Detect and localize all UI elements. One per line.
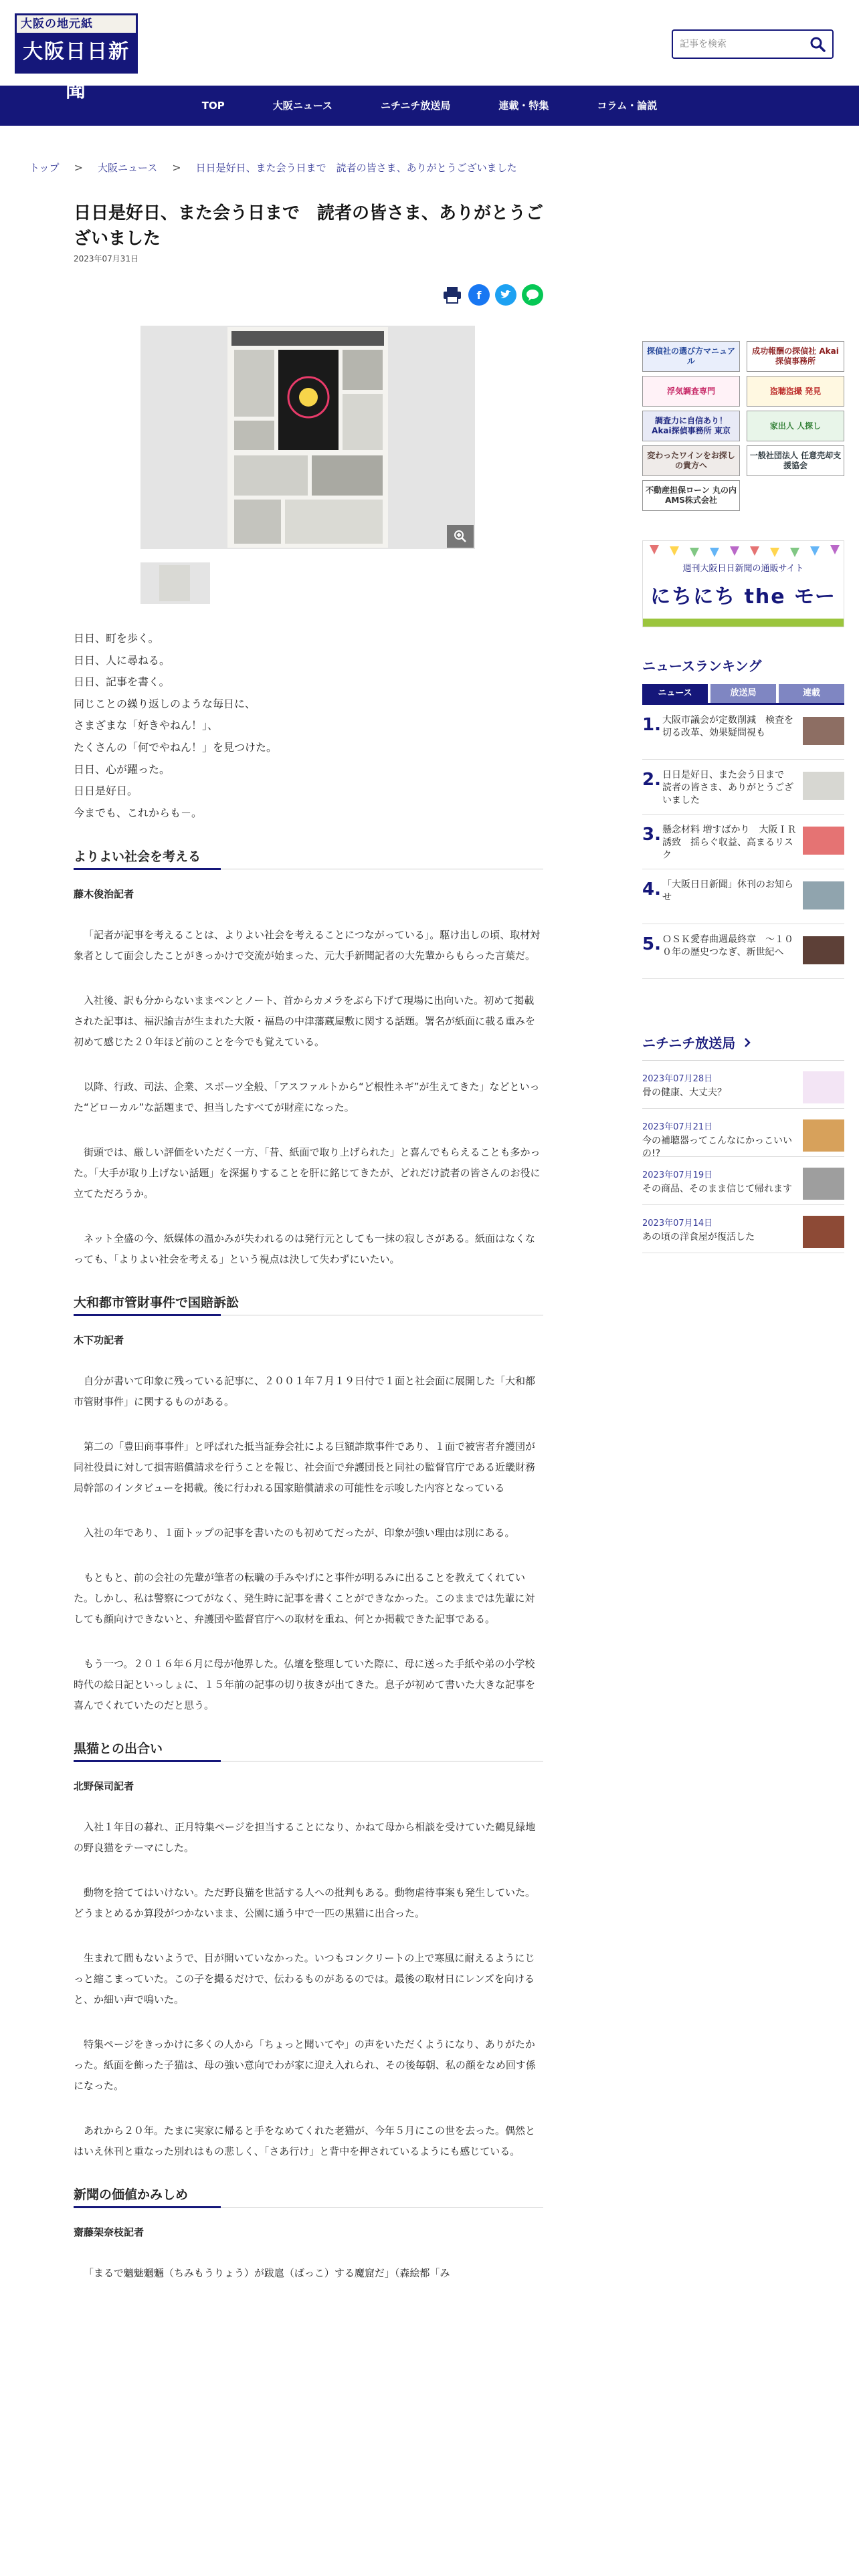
breadcrumb-top[interactable]: トップ — [29, 162, 60, 174]
ranking-tab-news[interactable]: ニュース — [642, 684, 708, 703]
hoso-thumbnail — [803, 1168, 844, 1200]
paragraph: 入社後、訳も分からないままペンとノート、首からカメラをぶら下げて現場に出向いた。初めて掲載された記事は、福沢諭吉が生まれた大阪・福島の中津藩蔵屋敷に関する話題。署名が紙面に載る重みを初めて感じた２０年ほど前のことを今でも覚えている。 — [74, 994, 536, 1049]
hoso-thumbnail — [803, 1216, 844, 1248]
ranking-item[interactable] — [642, 869, 844, 924]
rank-headline: 大阪市議会が定数削減 検査を切る改革、効果疑問視も — [662, 715, 793, 738]
section-heading: 新聞の価値かみしめ — [74, 2185, 543, 2208]
ad-banner[interactable]: 家出人 人探し — [747, 411, 844, 441]
reporter-name: 藤木俊治記者 — [74, 888, 134, 901]
rank-thumbnail — [803, 827, 844, 855]
section-heading: 黒猫との出合い — [74, 1739, 543, 1761]
hoso-headline: その商品、そのまま信じて帰れます — [642, 1184, 792, 1194]
hoso-headline: あの頃の洋食屋が復活した — [642, 1232, 755, 1243]
search-input[interactable] — [673, 32, 803, 56]
line-icon[interactable] — [522, 284, 543, 306]
section-heading: 大和都市管財事件で国賠訴訟 — [74, 1293, 543, 1315]
poem-line: 今までも、これからも－。 — [74, 806, 203, 819]
paragraph: あれから２０年。たまに実家に帰ると手をなめてくれた老猫が、今年５月にこの世を去った。偶然とはいえ休刊と重なった別れはもの悲しく、「さあ行け」と背中を押されているようにも感じている。 — [74, 2125, 536, 2158]
ad-banner[interactable]: 一般社団法人 任意売却支援協会 — [747, 445, 844, 476]
ad-banner[interactable]: 浮気調査専門 — [642, 376, 740, 407]
ranking-title: ニュースランキング — [642, 658, 762, 674]
article-title: 日日是好日、また会う日まで 読者の皆さま、ありがとうございました — [74, 203, 544, 249]
article-section — [74, 847, 543, 1270]
logo-tagline: 大阪の地元紙 — [17, 15, 136, 33]
hoso-headline: 骨の健康、大丈夫？ — [642, 1087, 727, 1098]
hoso-date: 2023年07月21日 — [642, 1122, 713, 1132]
ranking-list — [642, 705, 844, 979]
paragraph: 生まれて間もないようで、目が開いていなかった。いつもコンクリートの上で寒風に耐えるようにじっと縮こまっていた。この子を撮るだけで、伝わるものがあるのでは。最後の取材日にレンズを向けると、か細い声で鳴いた。 — [74, 1952, 535, 2006]
poem-line: さまざまな「好きやねん！」、 — [74, 719, 219, 732]
hoso-title: ニチニチ放送局 — [642, 1035, 736, 1051]
ad-banner[interactable]: 変わったワインをお探しの貴方へ — [642, 445, 740, 476]
hoso-thumbnail — [803, 1119, 844, 1152]
sidebar — [642, 341, 844, 1253]
ranking-tab-rensai[interactable]: 連載 — [779, 684, 844, 703]
breadcrumb-current: 日日是好日、また会う日まで 読者の皆さま、ありがとうございました — [195, 162, 517, 174]
hoso-headline: 今の補聴器ってこんなにかっこいいの!? — [642, 1136, 792, 1159]
section-heading: よりよい社会を考える — [74, 847, 543, 869]
ranking-item[interactable] — [642, 815, 844, 869]
search-button[interactable] — [803, 31, 832, 58]
hoso-item[interactable] — [642, 1109, 844, 1157]
reporter-name: 北野保司記者 — [74, 1780, 134, 1793]
rank-number: 4. — [642, 879, 661, 899]
article-section — [74, 1293, 543, 1716]
nav-nichinichi-hoso[interactable]: ニチニチ放送局 — [380, 100, 451, 112]
hoso-thumbnail — [803, 1071, 844, 1103]
hoso-date: 2023年07月28日 — [642, 1074, 713, 1084]
poem-line: 日日、心が躍った。 — [74, 762, 171, 776]
rank-headline: 「大阪日日新聞」休刊のお知らせ — [662, 879, 793, 903]
ranking-tab-hoso[interactable]: 放送局 — [710, 684, 776, 703]
site-header — [0, 0, 859, 102]
newspaper-image — [227, 327, 388, 548]
poem-line: たくさんの「何でやねん！」を見つけた。 — [74, 740, 278, 754]
ad-banner[interactable]: 不動産担保ローン 丸の内AMS株式会社 — [642, 480, 740, 511]
site-logo[interactable] — [15, 13, 138, 102]
ad-banner[interactable]: 調査力に自信あり！ Akai探偵事務所 東京 — [642, 411, 740, 441]
ranking-item[interactable] — [642, 924, 844, 979]
grass-decoration — [643, 619, 844, 627]
ranking-tabs — [642, 684, 844, 705]
article — [74, 201, 543, 2284]
rank-headline: 懸念材料 増すばかり 大阪ＩＲ誘致 揺らぐ収益、高まるリスク — [662, 825, 797, 861]
search-icon — [809, 36, 826, 52]
poem-line: 日日是好日。 — [74, 784, 138, 798]
rank-number: 2. — [642, 770, 661, 790]
article-section — [74, 1739, 543, 2162]
breadcrumb-separator: > — [74, 161, 83, 174]
bunting-flags — [643, 544, 844, 557]
rank-number: 5. — [642, 934, 661, 954]
rank-thumbnail — [803, 717, 844, 745]
hoso-title-link[interactable] — [642, 1033, 844, 1052]
paragraph: ネット全盛の今、紙媒体の温かみが失われるのは発行元としても一抹の寂しさがある。紙面はなくなっても、「よりよい社会を考える」という視点は決して失わずにいたい。 — [74, 1232, 536, 1266]
nav-osaka-news[interactable]: 大阪ニュース — [272, 100, 332, 112]
hoso-item[interactable] — [642, 1205, 844, 1253]
ranking-item[interactable] — [642, 705, 844, 760]
rank-thumbnail — [803, 936, 844, 964]
ranking-item[interactable] — [642, 760, 844, 815]
rank-thumbnail — [803, 881, 844, 909]
logo-name: 大阪日日新聞 — [23, 40, 130, 102]
mall-title: にちにち the モー — [650, 585, 836, 609]
rank-number: 3. — [642, 825, 661, 845]
hoso-item[interactable] — [642, 1061, 844, 1109]
hoso-list — [642, 1060, 844, 1253]
paragraph: 以降、行政、司法、企業、スポーツ全般、「アスファルトから“ど根性ネギ”が生えてきた」などといった“どローカル”な話題まで、担当したすべてが財産になった。 — [74, 1081, 540, 1114]
paragraph: 動物を捨ててはいけない。ただ野良猫を世話する人への批判もある。動物虐待事案も発生していた。どうまとめるか算段がつかないまま、公園に通う中で一匹の黒猫に出合った。 — [74, 1887, 536, 1920]
poem-line: 日日、記事を書く。 — [74, 675, 170, 689]
ad-banner[interactable]: 盗聴盗撮 発見 — [747, 376, 844, 407]
nav-rensai[interactable]: 連載・特集 — [498, 100, 549, 112]
reporter-name: 木下功記者 — [74, 1334, 124, 1347]
article-section — [74, 2185, 543, 2284]
breadcrumb-osaka-news[interactable]: 大阪ニュース — [97, 162, 158, 174]
zoom-icon[interactable] — [447, 525, 474, 548]
reporter-name: 齋藤架奈枝記者 — [74, 2226, 145, 2239]
twitter-icon[interactable] — [495, 284, 516, 306]
ad-banner[interactable]: 成功報酬の探偵社 Akai探偵事務所 — [747, 341, 844, 372]
nav-top[interactable]: TOP — [201, 100, 225, 112]
article-date: 2023年07月31日 — [74, 254, 139, 263]
paragraph: 入社の年であり、１面トップの記事を書いたのも初めてだったが、印象が強い理由は別にある。 — [84, 1527, 515, 1539]
rank-headline: ＯＳＫ愛春曲週最終章 ～１００年の歴史つなぎ、新世紀へ — [662, 934, 793, 958]
paragraph: 「記者が記事を考えることは、よりよい社会を考えることにつながっている」。駆け出しの頃、取材対象者として面会したことがきっかけで交流が始まった、元大手新聞記者の大先輩からもらった言葉だ。 — [74, 929, 541, 962]
hoso-date: 2023年07月14日 — [642, 1218, 713, 1228]
paragraph: 街頭では、厳しい評価をいただく一方、「昔、紙面で取り上げられた」と喜んでもらえることも多かった。「大手が取り上げない話題」を深掘りすることを肝に銘じてきたが、どれだけ読者の皆さんのお役に立てただろうか。 — [74, 1146, 541, 1200]
chevron-right-icon — [743, 1037, 751, 1048]
mall-subtitle: 週刊大阪日日新聞の通販サイト — [682, 564, 804, 574]
ad-banners — [642, 341, 844, 511]
print-icon[interactable] — [442, 284, 463, 306]
rank-number: 1. — [642, 715, 661, 735]
breadcrumb-separator: > — [172, 161, 181, 174]
hoso-date: 2023年07月19日 — [642, 1170, 713, 1180]
rank-headline: 日日是好日、また会う日まで 読者の皆さま、ありがとうございました — [662, 770, 793, 806]
poem-line: 同じことの繰り返しのような毎日に、 — [74, 697, 256, 710]
search-box — [672, 29, 834, 59]
poem-line: 日日、人に尋ねる。 — [74, 653, 171, 667]
breadcrumb — [29, 160, 517, 175]
paragraph: もともと、前の会社の先輩が筆者の転職の手みやげにと事件が明るみに出ることを教えてくれていた。しかし、私は警察につてがなく、発生時に記事を書くことができなかった。このままでは先輩に対しても顔向けできないと、弁護団や監督官庁への取材を重ね、何とか掲載できた記事である。 — [74, 1572, 535, 1626]
paragraph: 自分が書いて印象に残っている記事に、２００１年７月１９日付で１面と社会面に展開した「大和都市管財事件」に関するものがある。 — [74, 1375, 536, 1408]
share-buttons — [74, 284, 543, 306]
paragraph: 第二の「豊田商事事件」と呼ばれた抵当証券会社による巨額詐欺事件であり、１面で被害者弁護団が同社役員に対して損害賠償請求を行うことを報じ、社会面で弁護団長と同社の監督官庁である近畿財務局幹部のインタビューを掲載。後に行われる国家賠償請求の可能性を示唆した内容となっている — [74, 1440, 536, 1495]
paragraph: 特集ページをきっかけに多くの人から「ちょっと聞いてや」の声をいただくようになり、ありがたかった。紙面を飾った子猫は、母の強い意向でわが家に迎え入れられ、その後毎朝、私の顔をなめ回す係になった。 — [74, 2038, 536, 2092]
poem-line: 日日、町を歩く。 — [74, 632, 159, 645]
facebook-icon[interactable]: f — [468, 284, 490, 306]
article-photo[interactable] — [140, 326, 475, 549]
paragraph: 「まるで魑魅魍魎（ちみもうりょう）が跋扈（ばっこ）する魔窟だ」（森絵都「み — [84, 2267, 450, 2280]
article-poem — [74, 628, 543, 824]
ad-banner[interactable]: 探偵社の選び方マニュアル — [642, 341, 740, 372]
paragraph: もう一つ。２０１６年６月に母が他界した。仏壇を整理していた際に、母に送った手紙や弟の小学校時代の絵日記といっしょに、１５年前の記事の切り抜きが出てきた。息子が初めて書いた大きな記事を喜んでくれていたのだと思う。 — [74, 1658, 536, 1712]
mall-banner[interactable] — [642, 540, 844, 627]
rank-thumbnail — [803, 772, 844, 800]
paragraph: 入社１年目の暮れ、正月特集ページを担当することになり、かねて母から相談を受けていた鶴見緑地の野良猫をテーマにした。 — [74, 1821, 536, 1854]
hoso-item[interactable] — [642, 1157, 844, 1205]
nav-column[interactable]: コラム・論説 — [597, 100, 658, 112]
photo-thumbnail[interactable] — [140, 562, 210, 604]
